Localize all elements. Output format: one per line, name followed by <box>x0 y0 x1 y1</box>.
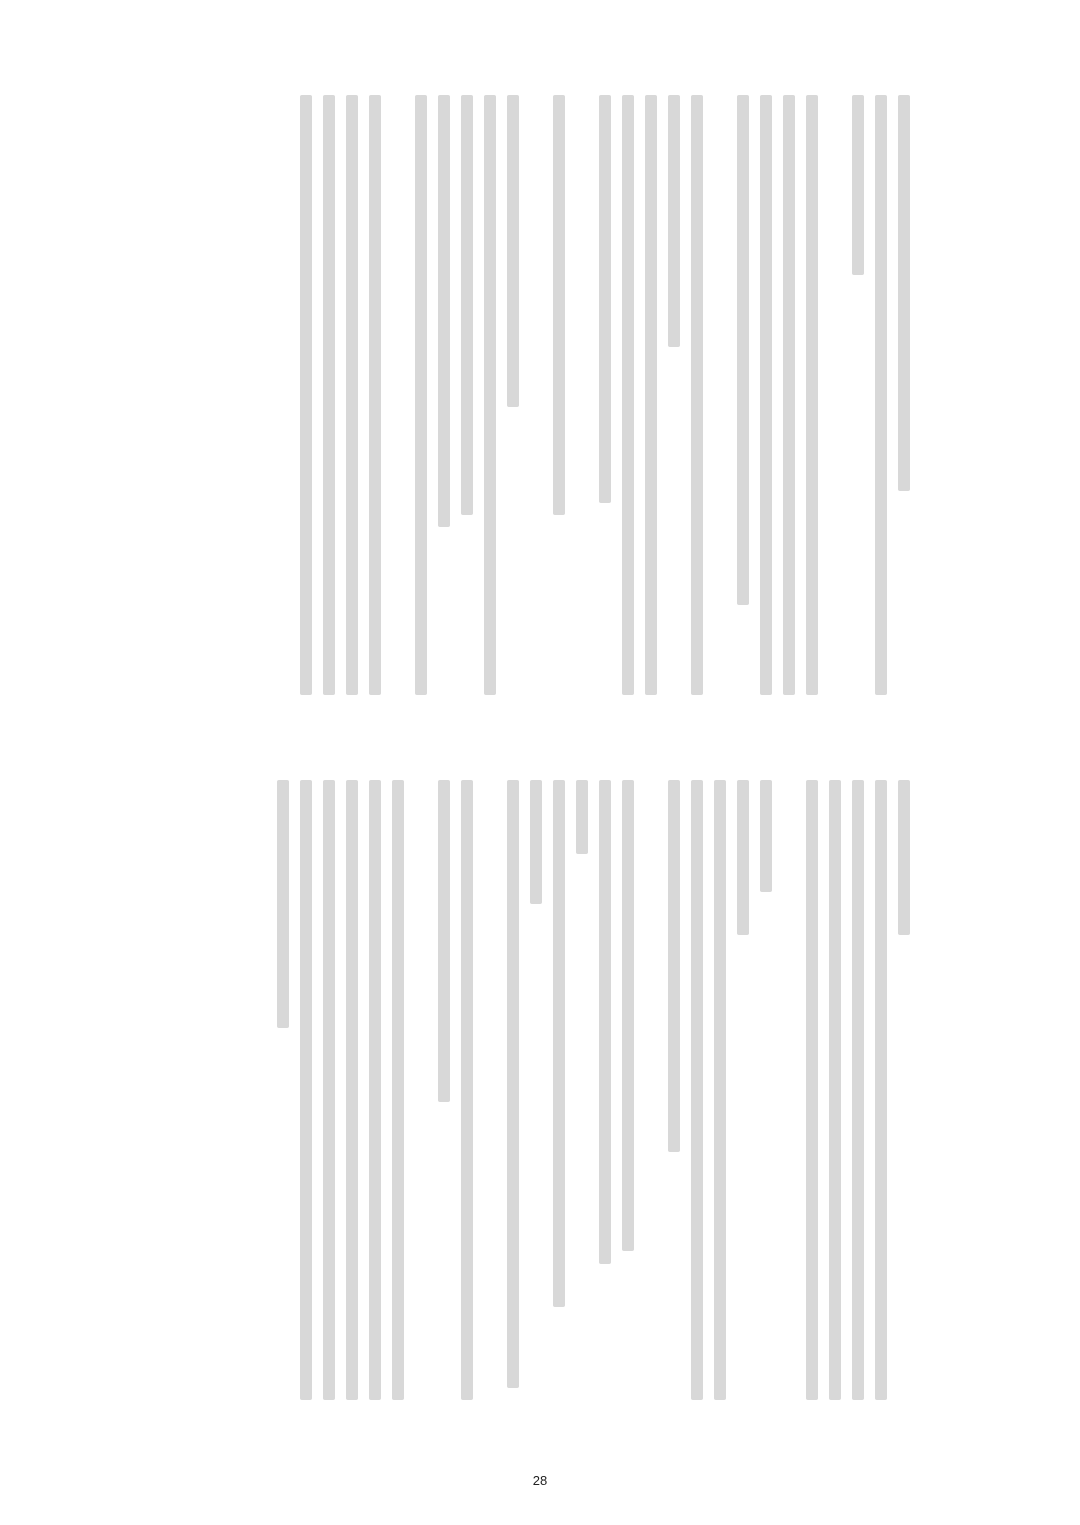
page-number: 28 <box>532 1473 548 1488</box>
text-column-placeholder <box>691 95 703 695</box>
text-column-placeholder <box>323 780 335 1400</box>
text-column-placeholder <box>714 780 726 1400</box>
text-column-placeholder <box>461 95 473 515</box>
paragraph-gap <box>645 780 657 1400</box>
text-column-placeholder <box>507 95 519 407</box>
paragraph-gap <box>530 95 542 695</box>
text-column-placeholder <box>323 95 335 695</box>
lower-text-block <box>277 780 910 1400</box>
text-column-placeholder <box>875 780 887 1400</box>
text-column-placeholder <box>737 780 749 935</box>
text-column-placeholder <box>369 780 381 1400</box>
text-column-placeholder <box>806 95 818 695</box>
text-column-placeholder <box>530 780 542 904</box>
text-column-placeholder <box>507 780 519 1388</box>
text-column-placeholder <box>277 780 289 1028</box>
upper-text-block <box>300 95 910 695</box>
text-column-placeholder <box>783 95 795 695</box>
text-column-placeholder <box>760 780 772 892</box>
text-column-placeholder <box>760 95 772 695</box>
text-column-placeholder <box>691 780 703 1400</box>
text-column-placeholder <box>461 780 473 1400</box>
text-column-placeholder <box>346 95 358 695</box>
text-column-placeholder <box>898 95 910 491</box>
text-column-placeholder <box>553 780 565 1307</box>
text-column-placeholder <box>852 780 864 1400</box>
text-column-placeholder <box>622 780 634 1251</box>
text-column-placeholder <box>300 780 312 1400</box>
paragraph-gap <box>714 95 726 695</box>
paragraph-gap <box>576 95 588 695</box>
text-column-placeholder <box>806 780 818 1400</box>
text-column-placeholder <box>599 780 611 1264</box>
text-column-placeholder <box>346 780 358 1400</box>
text-column-placeholder <box>852 95 864 275</box>
text-column-placeholder <box>392 780 404 1400</box>
paragraph-gap <box>392 95 404 695</box>
text-column-placeholder <box>484 95 496 695</box>
text-column-placeholder <box>599 95 611 503</box>
text-column-placeholder <box>668 95 680 347</box>
text-column-placeholder <box>622 95 634 695</box>
text-column-placeholder <box>875 95 887 695</box>
text-column-placeholder <box>737 95 749 605</box>
paragraph-gap <box>783 780 795 1400</box>
text-column-placeholder <box>576 780 588 854</box>
paragraph-gap <box>829 95 841 695</box>
text-column-placeholder <box>438 95 450 527</box>
text-column-placeholder <box>553 95 565 515</box>
text-column-placeholder <box>645 95 657 695</box>
text-column-placeholder <box>369 95 381 695</box>
text-column-placeholder <box>300 95 312 695</box>
text-column-placeholder <box>415 95 427 695</box>
paragraph-gap <box>415 780 427 1400</box>
paragraph-gap <box>484 780 496 1400</box>
text-column-placeholder <box>668 780 680 1152</box>
text-column-placeholder <box>829 780 841 1400</box>
text-column-placeholder <box>898 780 910 935</box>
text-column-placeholder <box>438 780 450 1102</box>
